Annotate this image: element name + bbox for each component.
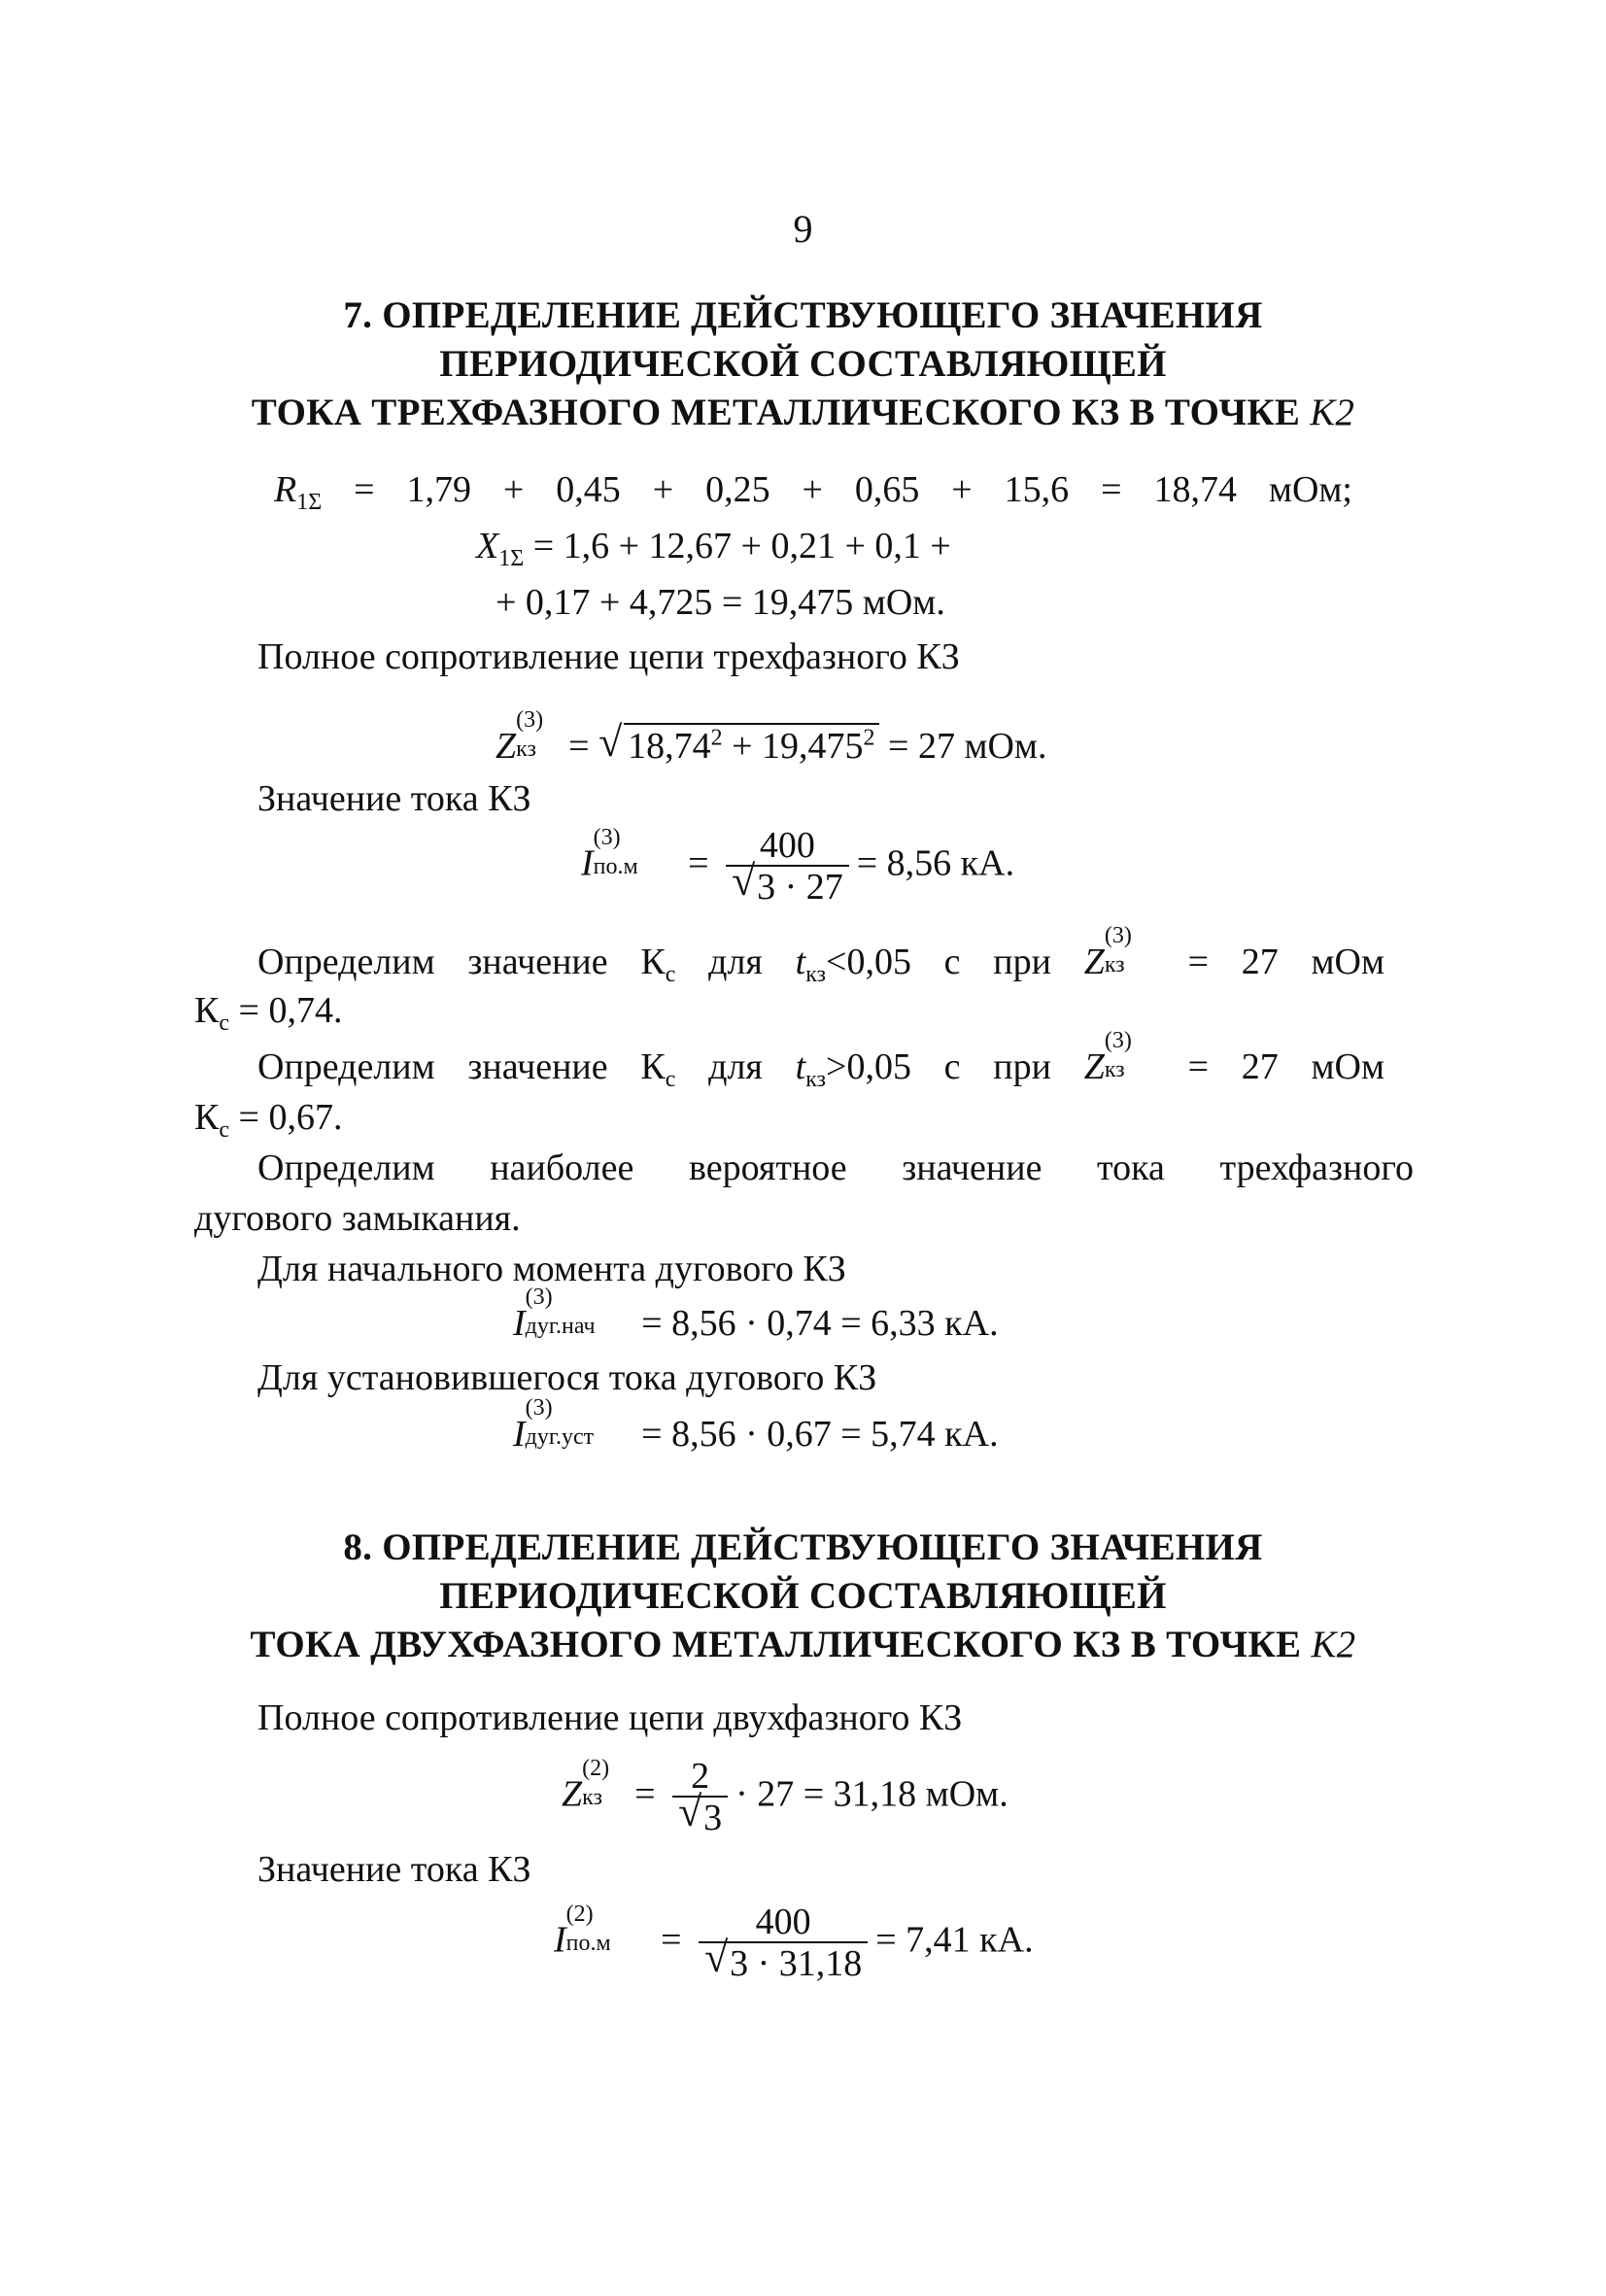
i2-denominator bbox=[699, 1934, 868, 1984]
impedance-3ph-label: Полное сопротивление цепи трехфазного КЗ bbox=[257, 636, 960, 677]
sqrt-sign: √ bbox=[732, 857, 756, 905]
z3-indices bbox=[516, 707, 568, 762]
section-8-heading-line-1: 8. ОПРЕДЕЛЕНИЕ ДЕЙСТВУЮЩЕГО ЗНАЧЕНИЯ bbox=[343, 1526, 1263, 1568]
i2-symbol: I bbox=[554, 1919, 566, 1961]
z2-subscript: кз bbox=[582, 1784, 602, 1810]
z2-sqrt bbox=[678, 1788, 723, 1838]
radicand-a: 18,74 bbox=[628, 726, 711, 767]
z2-formula bbox=[562, 1757, 1008, 1838]
kc-condition: <0,05 с при bbox=[826, 942, 1084, 982]
heading-point: К2 bbox=[1310, 392, 1355, 433]
heading-text: ТОКА ДВУХФАЗНОГО МЕТАЛЛИЧЕСКОГО КЗ В ТОЧКЕ bbox=[250, 1624, 1302, 1665]
r-sum-formula bbox=[274, 468, 1352, 516]
z2-result: · 27 = 31,18 мОм. bbox=[735, 1773, 1008, 1815]
kc-value: = 0,74. bbox=[229, 990, 343, 1031]
section-7-heading-line-3 bbox=[0, 389, 1606, 437]
z3-sqrt bbox=[598, 718, 878, 768]
z3-subscript: кз bbox=[516, 737, 536, 762]
z-subscript: кз bbox=[1104, 952, 1125, 977]
t-symbol: t bbox=[795, 942, 806, 982]
power-b: 2 bbox=[863, 725, 875, 751]
kc-short-line bbox=[257, 923, 1384, 988]
i2-formula bbox=[554, 1902, 1034, 1984]
i3-indices bbox=[593, 824, 679, 879]
section-7-heading-line-1: 7. ОПРЕДЕЛЕНИЕ ДЕЙСТВУЮЩЕГО ЗНАЧЕНИЯ bbox=[343, 294, 1263, 336]
kc-short-value bbox=[194, 989, 342, 1037]
initial-moment-label: Для начального момента дугового КЗ bbox=[257, 1249, 846, 1289]
i2-numerator: 400 bbox=[755, 1902, 811, 1942]
i2-equals: = bbox=[651, 1919, 682, 1961]
z-symbol: Z bbox=[1083, 1046, 1105, 1087]
i-arc-initial-formula bbox=[513, 1285, 999, 1345]
x-sum-formula-line-2: + 0,17 + 4,725 = 19,475 мОм. bbox=[495, 582, 945, 623]
z-indices bbox=[1104, 1028, 1155, 1082]
power-a: 2 bbox=[710, 725, 723, 751]
i2-subscript: по.м bbox=[565, 1930, 611, 1956]
i3-denominator bbox=[726, 857, 849, 908]
sqrt-sign: √ bbox=[678, 1788, 702, 1835]
z-symbol: Z bbox=[1083, 942, 1105, 982]
kc-subscript: с bbox=[665, 1067, 676, 1092]
heading-point: К2 bbox=[1311, 1624, 1356, 1665]
z3-radicand bbox=[624, 723, 878, 768]
x-expression-1: = 1,6 + 12,67 + 0,21 + 0,1 + bbox=[524, 526, 951, 566]
kc-symbol: К bbox=[194, 990, 220, 1031]
t-symbol: t bbox=[795, 1046, 806, 1087]
i2-indices bbox=[565, 1901, 652, 1956]
z-superscript: (3) bbox=[1104, 1028, 1132, 1053]
t-subscript: кз bbox=[805, 1067, 827, 1092]
steady-current-label: Для установившегося тока дугового КЗ bbox=[257, 1357, 877, 1398]
r-subscript: 1Σ bbox=[296, 490, 323, 515]
z2-denominator-text: 3 bbox=[703, 1798, 723, 1838]
i-superscript: (3) bbox=[525, 1395, 553, 1421]
z2-indices bbox=[582, 1755, 634, 1810]
i2-superscript: (2) bbox=[565, 1901, 594, 1927]
impedance-2ph-label: Полное сопротивление цепи двухфазного КЗ bbox=[257, 1697, 963, 1738]
sqrt-sign: √ bbox=[704, 1934, 729, 1981]
i-subscript: дуг.уст bbox=[525, 1424, 595, 1450]
i-superscript: (3) bbox=[525, 1285, 553, 1310]
i-arc-steady-expression: = 8,56 · 0,67 = 5,74 кА. bbox=[632, 1414, 999, 1455]
kc-condition: >0,05 с при bbox=[826, 1046, 1084, 1087]
i-subscript: дуг.нач bbox=[525, 1314, 596, 1339]
i-arc-steady-formula bbox=[513, 1395, 999, 1456]
i3-equals: = bbox=[678, 842, 709, 884]
kc-text-for: для bbox=[675, 942, 796, 982]
i2-sqrt bbox=[704, 1934, 863, 1984]
kc-long-value bbox=[194, 1096, 342, 1144]
z3-symbol: Z bbox=[495, 726, 517, 767]
i3-denominator-text: 3 · 27 bbox=[757, 867, 843, 908]
plus-sign: + bbox=[722, 726, 763, 767]
kc-symbol-subscript: с bbox=[219, 1117, 230, 1143]
kc-z-value: = 27 мОм bbox=[1154, 942, 1384, 982]
kc-symbol: К bbox=[194, 1097, 220, 1138]
z2-equals: = bbox=[634, 1773, 656, 1815]
current-3ph-label: Значение тока КЗ bbox=[257, 778, 531, 819]
kc-text: Определим значение К bbox=[257, 1046, 666, 1087]
x-subscript: 1Σ bbox=[498, 546, 525, 571]
kc-value: = 0,67. bbox=[229, 1097, 343, 1138]
current-2ph-label: Значение тока КЗ bbox=[257, 1849, 531, 1890]
t-subscript: кз bbox=[805, 962, 827, 987]
i3-sqrt bbox=[732, 857, 843, 908]
i2-result: = 7,41 кА. bbox=[875, 1919, 1034, 1961]
z2-denominator bbox=[672, 1788, 728, 1838]
i-arc-initial-expression: = 8,56 · 0,74 = 6,33 кА. bbox=[632, 1303, 999, 1344]
i3-formula bbox=[581, 826, 1014, 908]
r-symbol: R bbox=[274, 469, 297, 510]
z3-equals: = bbox=[568, 726, 590, 767]
kc-long-line bbox=[257, 1028, 1384, 1093]
i3-fraction bbox=[726, 826, 849, 908]
heading-text: ТОКА ТРЕХФАЗНОГО МЕТАЛЛИЧЕСКОГО КЗ В ТОЧКЕ bbox=[251, 392, 1301, 433]
z-superscript: (3) bbox=[1104, 923, 1132, 948]
z-subscript: кз bbox=[1104, 1057, 1125, 1082]
radicand-b: 19,475 bbox=[762, 726, 864, 767]
z3-result: = 27 мОм. bbox=[878, 726, 1047, 767]
i2-fraction bbox=[699, 1902, 868, 1984]
i3-subscript: по.м bbox=[593, 853, 638, 879]
z2-symbol: Z bbox=[562, 1773, 583, 1815]
i2-denominator-text: 3 · 31,18 bbox=[730, 1943, 863, 1984]
x-symbol: X bbox=[476, 526, 499, 566]
arc-paragraph-line-1: Определим наиболее вероятное значение тока трехфазного bbox=[257, 1148, 1414, 1188]
section-7-heading-line-2: ПЕРИОДИЧЕСКОЙ СОСТАВЛЯЮЩЕЙ bbox=[439, 343, 1167, 385]
arc-paragraph-line-2: дугового замыкания. bbox=[194, 1198, 521, 1239]
z3-superscript: (3) bbox=[516, 707, 544, 733]
i-indices bbox=[525, 1285, 632, 1339]
z2-superscript: (2) bbox=[582, 1755, 610, 1781]
kc-z-value: = 27 мОм bbox=[1154, 1046, 1384, 1087]
i-symbol: I bbox=[513, 1303, 526, 1344]
z3-formula bbox=[495, 707, 1047, 768]
section-8-heading-line-3 bbox=[0, 1621, 1606, 1669]
z2-numerator: 2 bbox=[691, 1756, 710, 1797]
kc-text-for: для bbox=[675, 1046, 796, 1087]
i3-superscript: (3) bbox=[593, 824, 621, 850]
x-sum-formula-line-1 bbox=[476, 525, 951, 572]
i-indices bbox=[525, 1395, 632, 1450]
section-8-heading-line-2: ПЕРИОДИЧЕСКОЙ СОСТАВЛЯЮЩЕЙ bbox=[439, 1575, 1167, 1617]
kc-subscript: с bbox=[665, 962, 676, 987]
i-symbol: I bbox=[513, 1414, 526, 1455]
i3-symbol: I bbox=[581, 842, 594, 884]
page-number: 9 bbox=[793, 207, 813, 251]
z2-fraction bbox=[672, 1757, 728, 1838]
z-indices bbox=[1104, 923, 1155, 977]
i3-result: = 8,56 кА. bbox=[856, 842, 1015, 884]
i3-numerator: 400 bbox=[759, 825, 815, 866]
kc-text: Определим значение К bbox=[257, 942, 666, 982]
kc-symbol-subscript: с bbox=[219, 1011, 230, 1036]
sqrt-sign: √ bbox=[598, 718, 623, 766]
r-expression: = 1,79 + 0,45 + 0,25 + 0,65 + 15,6 = 18,74 мОм; bbox=[322, 469, 1352, 510]
